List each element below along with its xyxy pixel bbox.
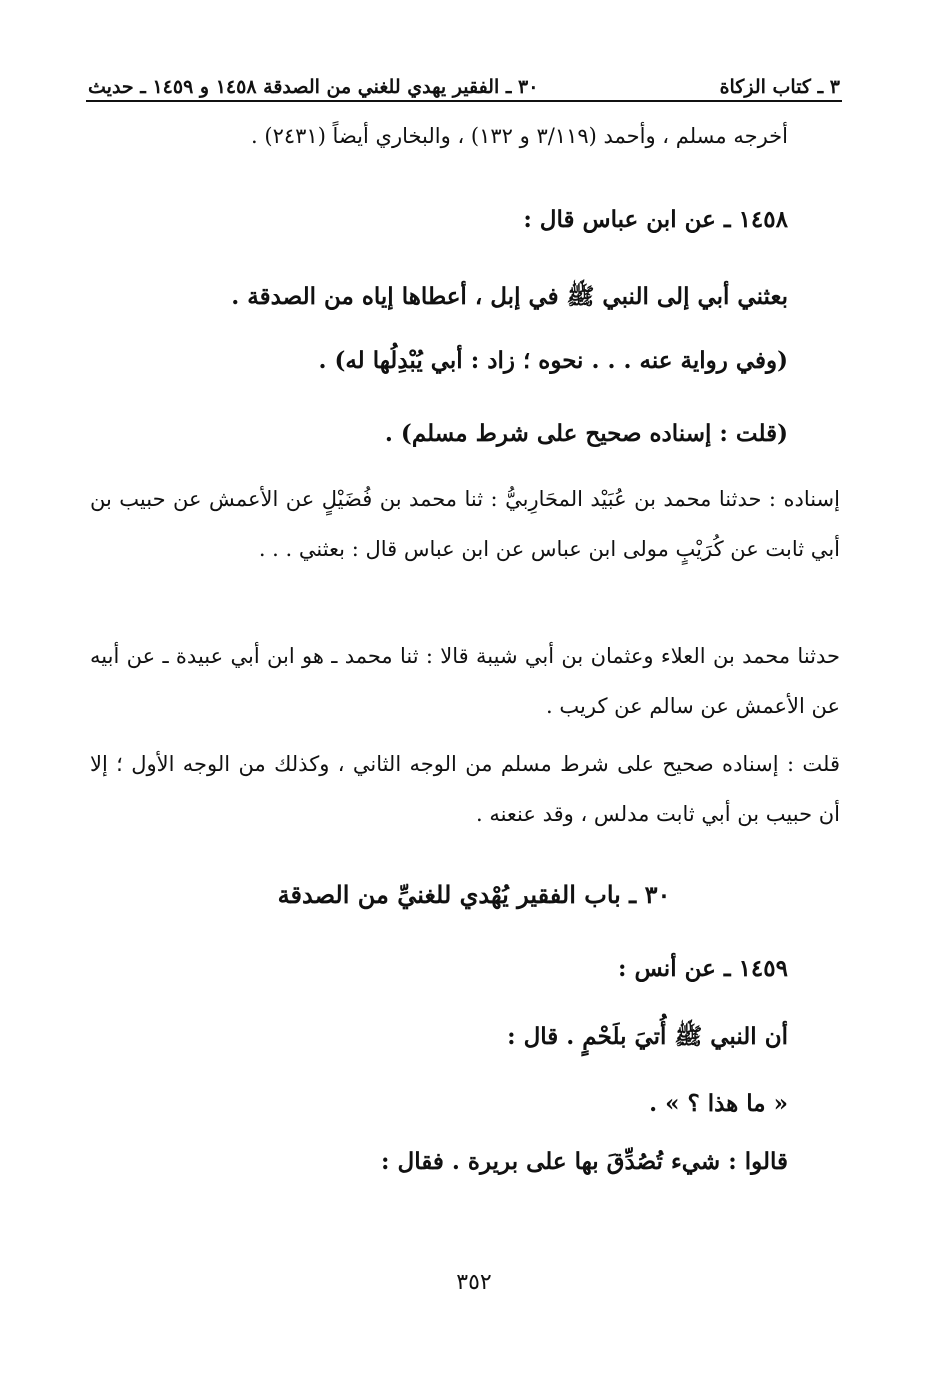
running-header <box>88 62 840 98</box>
header-chapter-title: ٣٠ ـ الفقير يهدي للغني من الصدقة ١٤٥٨ و ١٤٥٩ ـ حديث <box>88 76 539 98</box>
takhrij-line: أخرجه مسلم ، وأحمد (٣/١١٩ و ١٣٢) ، والبخاري أيضاً (٢٤٣١) . <box>251 124 788 148</box>
header-book-title: ٣ ـ كتاب الزكاة <box>719 76 840 98</box>
hadith-1458-riwaya: (وفي رواية عنه . . . نحوه ؛ زاد : أبي يُبْدِلُها له) . <box>318 347 788 374</box>
hadith-1459-quote: « ما هذا ؟ » . <box>649 1090 788 1117</box>
hadith-1459-qalu: قالوا : شيء تُصُدِّقَ بها على بريرة . فقال : <box>381 1148 788 1175</box>
hadith-1458-verdict: (قلت : إسناده صحيح على شرط مسلم) . <box>384 420 788 447</box>
isnad-paragraph: إسناده : حدثنا محمد بن عُبَيْد المحَارِبيُّ : ثنا محمد بن فُضَيْلٍ عن الأعمش عن حبيب بن أبي ثابت عن كُرَيْبٍ مولى ابن عباس عن ابن عباس قال : بعثني . . . <box>90 487 840 561</box>
page-number: ٣٥٢ <box>456 1270 492 1295</box>
hadith-1459-heading: ١٤٥٩ ـ عن أنس : <box>617 955 788 982</box>
verdict-paragraph: قلت : إسناده صحيح على شرط مسلم من الوجه الثاني ، وكذلك من الوجه الأول ؛ إلا أن حبيب بن أبي ثابت مدلس ، وقد عنعنه . <box>90 752 840 826</box>
header-rule <box>86 100 842 102</box>
chapter-title: ٣٠ ـ باب الفقير يُهْدي للغنيِّ من الصدقة <box>277 880 671 909</box>
hadith-1458-heading: ١٤٥٨ ـ عن ابن عباس قال : <box>523 206 788 233</box>
hadith-1459-text: أن النبي ﷺ أُتيَ بلَحْمٍ . قال : <box>507 1023 788 1050</box>
second-isnad-paragraph: حدثنا محمد بن العلاء وعثمان بن أبي شيبة قالا : ثنا محمد ـ هو ابن أبي عبيدة ـ عن أبيه عن الأعمش عن سالم عن كريب . <box>90 644 840 718</box>
hadith-1458-text: بعثني أبي إلى النبي ﷺ في إبل ، أعطاها إياه من الصدقة . <box>231 283 788 310</box>
